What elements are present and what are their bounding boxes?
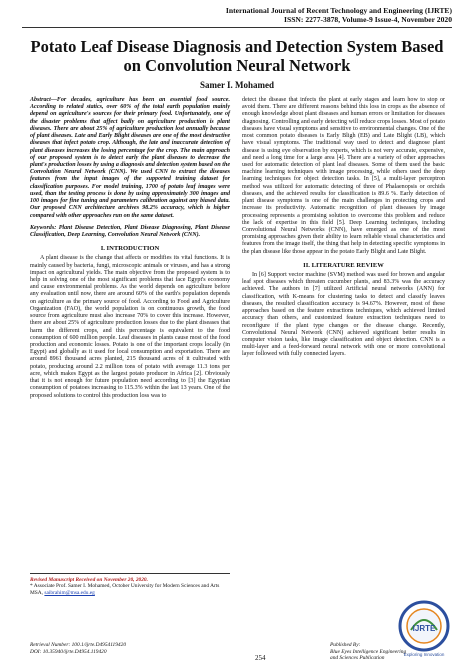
author-affiliation	[30, 583, 230, 596]
paper-title: Potato Leaf Disease Diagnosis and Detection System Based on Convolution Neural Network	[30, 37, 444, 75]
publisher-name: Blue Eyes Intelligence Engineering	[330, 648, 407, 655]
header-rule	[22, 27, 452, 28]
section-heading-introduction: I. INTRODUCTION	[100, 245, 160, 253]
article-meta	[30, 642, 126, 655]
publisher-label: Published By:	[330, 642, 361, 648]
author-note: * Associate Prof. Samer I. Mohamed, October University for Modern Sciences and Arts MSA,	[30, 583, 220, 596]
publisher-block	[330, 642, 406, 662]
journal-header	[226, 6, 452, 25]
keywords: Keywords: Plant Disease Detection, Plant Disease Diagnosing, Plant Disease Classification, Deep Learning, Convolution Neural Network (CNN).	[30, 224, 230, 238]
logo-subtext: Exploring Innovation	[403, 652, 445, 657]
intro-continuation: detect the disease that infects the plant at early stages and learn how to stop or avoid them. There are different reasons behind this loss in crops as the absence of enough knowledge about plant diseases and human errors or limitation for diseases diagnosing. Controlling and early detecting will reduce crops losses. Most of potato diseases have visual symptoms and sensitive to environmental changes. One of the most common potato diseases is Early Bligh (EB) and Late Blight (LB), which have visual symptoms. The traditional way used to detect and diagnose plant disease is using eye observation by experts, which is not very accurate, expensive, and need a long time for a large area [4]. There are a variety of other approaches used for automatic detection of plant leaf diseases. Some of them used the basic machine learning techniques with image processing, while others used the deep learning techniques for object detection tasks. In [5], a multi-layer perceptron method was utilized for automatic detecting of three of Phalaenopsis or orchids diseases, and the achieved results for classification is 89.6 %. Early detection of plant disease symptoms is one of the main challenges in protecting crops and increase its productivity. Automatic recognition of plant diseases by image processing represents a promising solution to overcome this problem and reduce the lack of expertise in this field [5]. Deep Learning techniques, including Convolutional Neural Networks (CNN), have emerged as one of the most promising approaches given their ability to learn reliable visual characteristics and features from the image itself, the thing that help in detecting specific symptoms in the plan disease like those appear in the potato Early Blight and Late Blight.	[242, 97, 445, 255]
publisher-name-2: and Sciences Publication	[330, 655, 385, 662]
footnote	[30, 573, 230, 596]
footnote-rule	[30, 573, 230, 574]
author-email-link[interactable]: saibrahim@msa.edu.eg	[44, 589, 95, 596]
section-heading-literature-review: II. LITERATURE REVIEW	[303, 261, 384, 269]
right-column	[242, 97, 445, 359]
literature-review-paragraph: In [6] Support vector machine (SVM) method was used for brown and angular leaf spot diseases which threaten cucumber plants, and 83.3% was the accuracy achieved. The authors in [7] utilized Artificial neural networks (ANN) for classification, with K-means for clustering tasks to detect and classify leaves diseases, the resulted classification accuracy is 94.67%. However, most of these approaches based on the feature extractions techniques, which achieved limited accuracy than others, and customized feature extraction techniques need to reconfigure if the plant type changes or the disease change. Recently, Convolutional Neural Network (CNN) achieved significant better results in computer vision tasks, like image classification and object detection. CNN is a multi-layer and a feed-forward neural network with one or more convolutional layer followed with fully connected layers.	[242, 272, 445, 358]
intro-paragraph: A plant disease is the change that affects or modifies its vital functions. It is mainly caused by bacteria, fungi, microscopic animals or viruses, and has a strong impact on agricultural yields. The main objective from the proposed system is to help in solving one of the most significant problems that face Egypt's economy and cause environmental problems. As the world depends on agriculture before any evaluation until now, there are around 60% of the earth's population depends on agriculture as the primary source of food. According to Food and Agriculture Organization (FAO), the world population is on continuous growth, the food source from agriculture must also increase 70% to cover this increase. However, there are about 25% of agriculture production losses due to the plant diseases that harm the different crops, and this percentage is equivalent to the food consumption of 600 million people. Leaf diseases in plants cause most of the food production and economic losses. Potato is one of the important crops locally (in Egypt) and globally as it used for local consumption and exportation. There are around 8961 thousand acres planted, 215 thousand acres of it cultivated with potato, producing around 2.2 million tons of potato with average 11.3 tons per acre, which makes Egypt as the largest potato producer in Africa [2]. Obviously that it is not enough for future population need according to [3] the Egyptian consumption of potatoes increasing to 115.3% within the last 13 years. One of the proposed solutions to control this production loss was to	[30, 255, 230, 399]
journal-logo	[397, 600, 451, 658]
page-number: 254	[255, 654, 266, 662]
retrieval-number: Retrieval Number: 100.1/ijrte.D4954119420	[30, 642, 127, 648]
left-column	[30, 97, 230, 400]
journal-name: International Journal of Recent Technology and Engineering (IJRTE)	[225, 6, 452, 15]
revision-note: Revised Manuscript Received on November 20, 2020.	[30, 577, 148, 583]
paper-author: Samer I. Mohamed	[199, 80, 275, 90]
logo-text: IJRTE	[412, 624, 436, 633]
abstract: Abstract—For decades, agriculture has been an essential food source. According to related statics, over 60% of the total earth population mainly depend on agriculture's sources for their primary food. Unfortunately, one of the disaster problems that affect badly on agriculture production is plant diseases. There are about 25% of agriculture production lost annually because of plant diseases. Late and Early Blight diseases are one of the most destructive diseases that infect potato crop. Although, the late and inaccurate detection of plant diseases increases the losing percentage for the crop. The main approach of our proposed system is to detect early the plant diseases to decrease the plant's production losses by using a diagnosis and detection system based on the Convolution Neural Network (CNN). We used CNN to extract the diseases features from the input images of the supported training dataset for classification purposes. For model training, 1700 of potato leaf images were used, than the testing process is done by using approximately 300 images and 100 images for fine tuning and parameters calibration against any biased data. Our proposed CNN architecture archives 98.2% accuracy, which is higher compared with other approaches run on the same dataset.	[30, 97, 230, 219]
journal-issn: ISSN: 2277-3878, Volume-9 Issue-4, November 2020	[284, 15, 452, 25]
doi: DOI: 10.35940/ijrte.D4954.119420	[30, 648, 107, 655]
